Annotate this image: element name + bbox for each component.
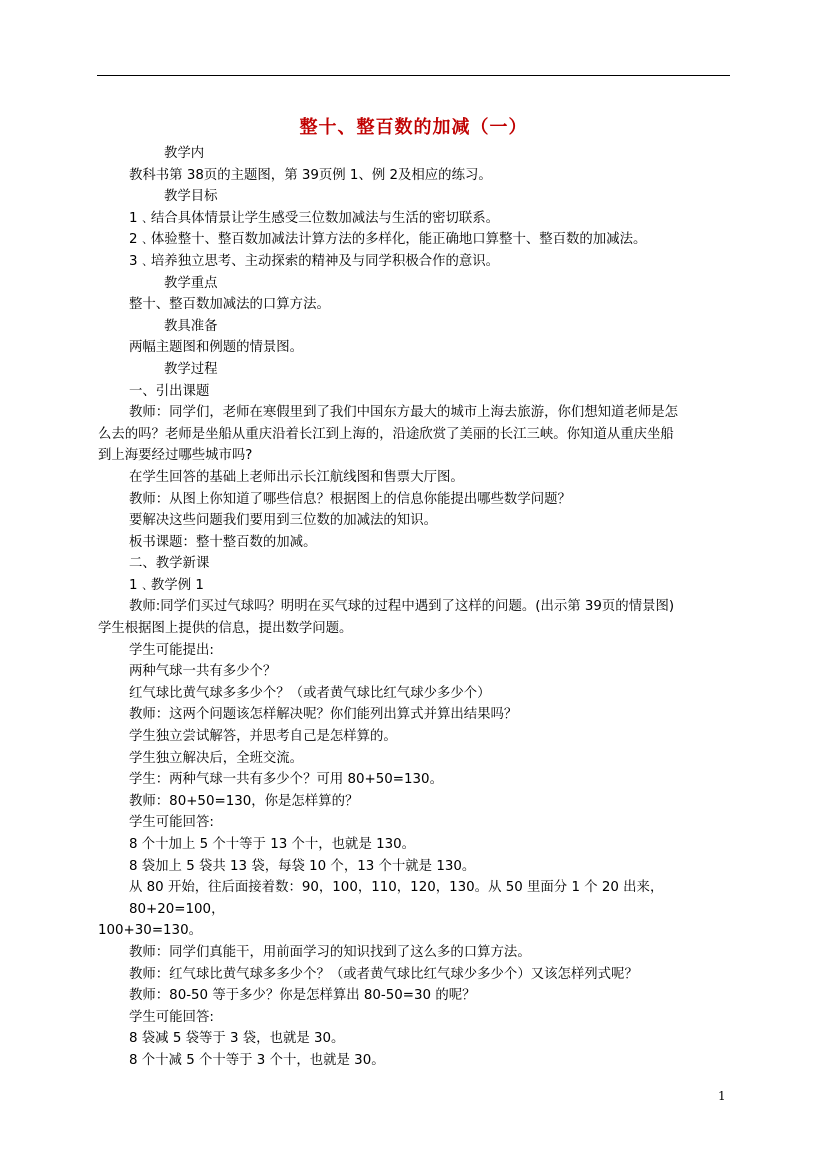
paragraph: 教师：同学们真能干，用前面学习的知识找到了这么多的口算方法。 (129, 944, 531, 960)
subsection-heading: 一、引出课题 (129, 383, 210, 399)
subsection-heading: 二、教学新课 (129, 556, 210, 572)
paragraph: 板书课题：整十整百数的加减。 (129, 534, 317, 550)
paragraph-continuation: 100+30=130。 (98, 923, 202, 939)
paragraph: 学生独立解决后，全班交流。 (129, 750, 304, 766)
header-rule (97, 75, 730, 76)
paragraph: 学生独立尝试解答，并思考自己是怎样算的。 (129, 729, 397, 745)
paragraph: 从 80 开始，往后面接着数：90，100，110，120，130。从 50 里面分 1 个 20 出来，80+20=100， (129, 880, 664, 917)
section-heading: 教具准备 (164, 318, 218, 334)
document-title: 整十、整百数的加减（一） (299, 117, 528, 138)
section-heading: 教学内 (164, 146, 205, 161)
paragraph: 教师：同学们，老师在寒假里到了我们中国东方最大的城市上海去旅游，你们想知道老师是怎 (129, 405, 679, 421)
paragraph: 教师：这两个问题该怎样解决呢？你们能列出算式并算出结果吗？ (129, 707, 518, 723)
paragraph: 8 个十加上 5 个十等于 13 个十，也就是 130。 (129, 837, 416, 852)
paragraph: 在学生回答的基础上老师出示长江航线图和售票大厅图。 (129, 469, 464, 485)
paragraph: 整十、整百数加减法的口算方法。 (129, 297, 330, 313)
paragraph: 要解决这些问题我们要用到三位数的加减法的知识。 (129, 513, 437, 529)
paragraph: 教师：80+50=130，你是怎样算的？ (129, 793, 359, 809)
paragraph: 1﹑教学例 1 (129, 577, 204, 593)
paragraph: 两种气球一共有多少个？ (129, 664, 277, 680)
paragraph: 两幅主题图和例题的情景图。 (129, 340, 304, 356)
paragraph: 学生可能回答: (129, 815, 214, 831)
paragraph: 教师：红气球比黄气球多多少个？（或者黄气球比红气球少多少个）又该怎样列式呢？ (129, 966, 638, 982)
paragraph: 8 袋减 5 袋等于 3 袋，也就是 30。 (129, 1031, 345, 1047)
section-heading: 教学重点 (164, 275, 218, 291)
paragraph: 学生：两种气球一共有多少个？可用 80+50=130。 (129, 772, 443, 788)
goal-item: 1﹑结合具体情景让学生感受三位数加减法与生活的密切联系。 (129, 210, 500, 226)
goal-item: 3﹑培养独立思考、主动探索的精神及与同学积极合作的意识。 (129, 253, 500, 269)
paragraph: 教科书第 38页的主题图，第 39页例 1、例 2及相应的练习。 (129, 167, 492, 183)
paragraph: 教师：80-50 等于多少？你是怎样算出 80-50=30 的呢？ (129, 988, 476, 1004)
paragraph-continuation: 么去的吗？老师是坐船从重庆沿着长江到上海的，沿途欣赏了美丽的长江三峡。你知道从重庆坐船 (98, 426, 674, 442)
paragraph: 8 个十减 5 个十等于 3 个十，也就是 30。 (129, 1052, 385, 1068)
document-body (98, 143, 729, 1072)
section-heading: 教学目标 (164, 189, 218, 205)
paragraph: 学生可能提出: (129, 642, 214, 658)
paragraph: 教师:同学们买过气球吗？明明在买气球的过程中遇到了这样的问题。(出示第 39页的情景图) (129, 599, 675, 615)
page-number: 1 (718, 1089, 726, 1103)
section-heading: 教学过程 (164, 361, 218, 377)
paragraph: 8 袋加上 5 袋共 13 袋，每袋 10 个，13 个十就是 130。 (129, 858, 476, 874)
paragraph: 红气球比黄气球多多少个？（或者黄气球比红气球少多少个） (129, 685, 491, 701)
paragraph-continuation: 学生根据图上提供的信息，提出数学问题。 (98, 621, 353, 637)
paragraph-continuation: 到上海要经过哪些城市吗? (98, 448, 253, 464)
paragraph: 学生可能回答: (129, 1009, 214, 1025)
goal-item: 2﹑体验整十、整百数加减法计算方法的多样化，能正确地口算整十、整百数的加减法。 (129, 232, 647, 248)
paragraph: 教师：从图上你知道了哪些信息？根据图上的信息你能提出哪些数学问题？ (129, 491, 571, 507)
